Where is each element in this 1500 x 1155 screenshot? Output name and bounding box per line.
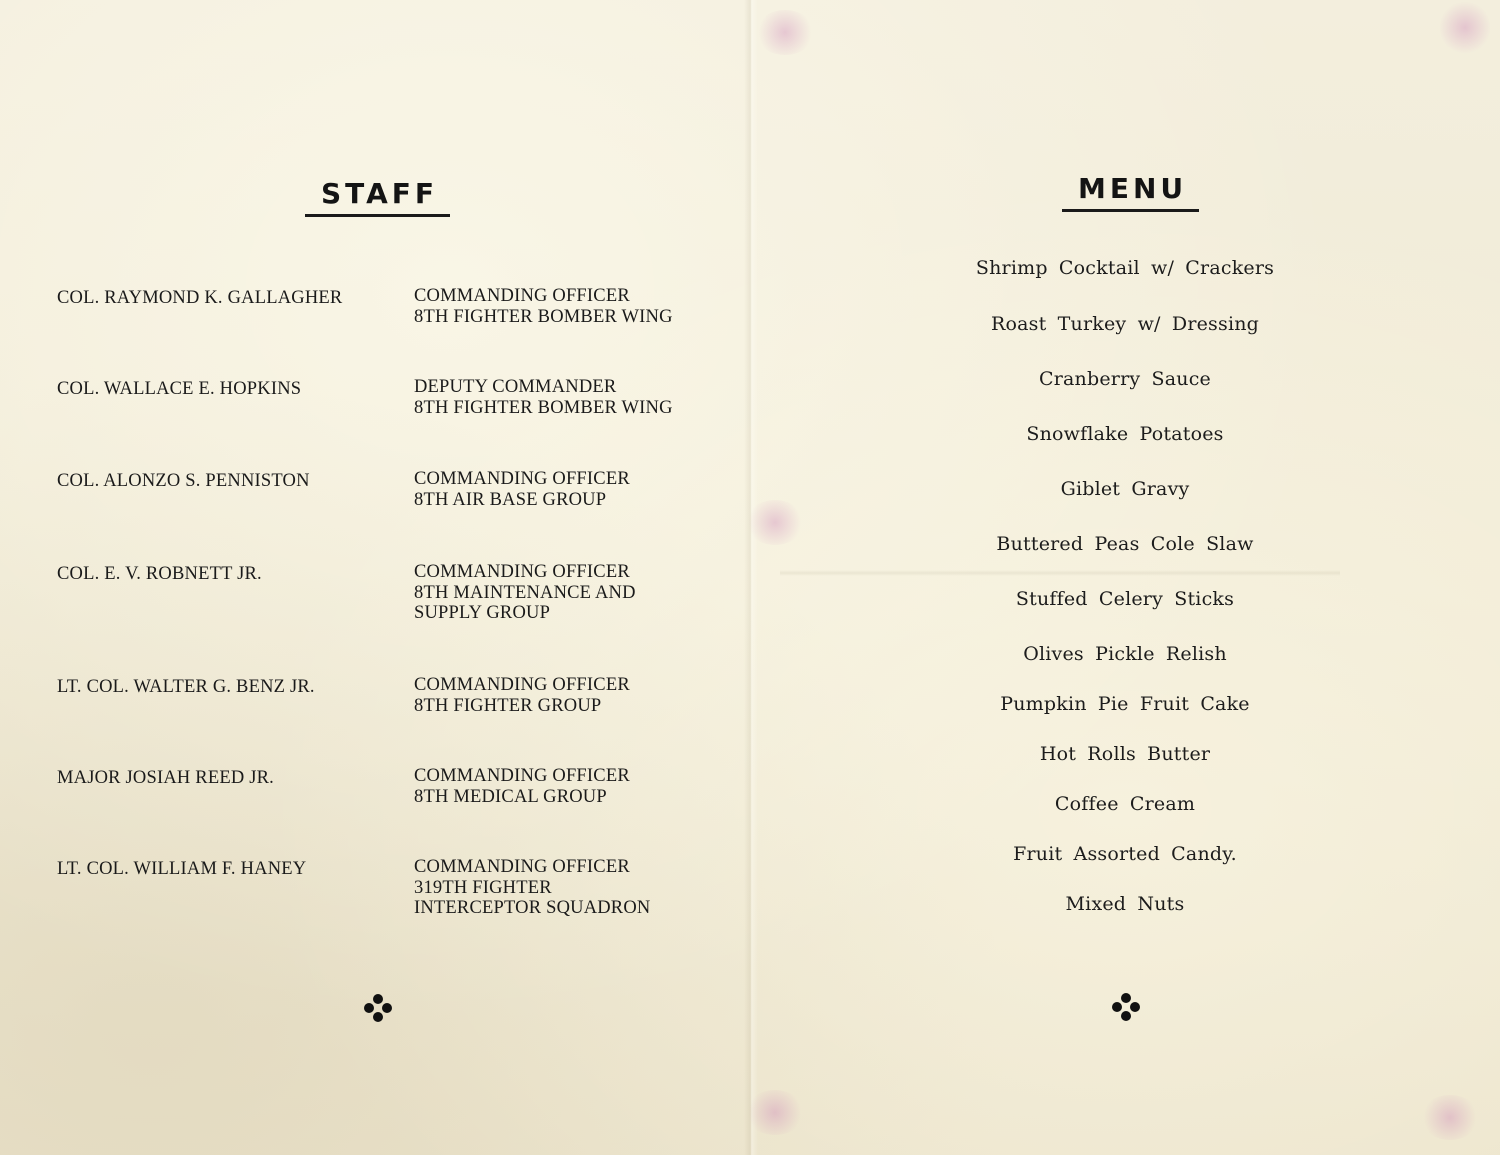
- staff-title: [414, 766, 630, 807]
- menu-item: Roast Turkey w/ Dressing: [990, 313, 1260, 335]
- staff-title: [414, 857, 650, 919]
- staff-title-line: 8TH MEDICAL GROUP: [414, 786, 607, 807]
- menu-item: Buttered Peas Cole Slaw: [996, 533, 1254, 555]
- staff-title-line: COMMANDING OFFICER: [414, 675, 630, 695]
- staff-title: [414, 675, 630, 716]
- staff-title-line: DEPUTY COMMANDER: [414, 377, 617, 397]
- menu-item: Pumpkin Pie Fruit Cake: [1000, 693, 1250, 715]
- staff-title-line: SUPPLY GROUP: [414, 603, 551, 623]
- ink-stain: [1420, 1095, 1480, 1140]
- ink-stain: [1440, 0, 1490, 55]
- staff-name: MAJOR JOSIAH REED JR.: [57, 768, 274, 788]
- center-fold: [744, 0, 758, 1155]
- staff-name: COL. ALONZO S. PENNISTON: [57, 471, 310, 491]
- menu-item: Olives Pickle Relish: [1023, 643, 1227, 665]
- staff-title-line: 8TH FIGHTER GROUP: [414, 695, 602, 716]
- menu-item: Stuffed Celery Sticks: [1015, 588, 1235, 610]
- staff-title-line: 8TH FIGHTER BOMBER WING: [414, 397, 673, 418]
- menu-item: Hot Rolls Butter: [1039, 743, 1211, 765]
- menu-item: Cranberry Sauce: [1039, 368, 1211, 390]
- staff-name: COL. WALLACE E. HOPKINS: [57, 379, 302, 399]
- staff-title: [414, 562, 636, 624]
- staff-title-line: 319TH FIGHTER: [414, 877, 552, 898]
- staff-name: COL. E. V. ROBNETT JR.: [57, 564, 262, 584]
- paper-crease: [780, 570, 1340, 576]
- staff-title-line: COMMANDING OFFICER: [414, 286, 630, 306]
- staff-name: LT. COL. WILLIAM F. HANEY: [57, 859, 307, 879]
- staff-title-line: COMMANDING OFFICER: [414, 469, 630, 489]
- menu-item: Mixed Nuts: [1065, 893, 1185, 915]
- menu-item: Fruit Assorted Candy.: [1013, 843, 1237, 865]
- staff-title-line: COMMANDING OFFICER: [414, 766, 630, 786]
- staff-title-line: 8TH AIR BASE GROUP: [414, 489, 607, 510]
- menu-item: Snowflake Potatoes: [1026, 423, 1224, 445]
- staff-heading: STAFF: [305, 177, 450, 217]
- menu-heading: MENU: [1062, 172, 1199, 212]
- staff-name: LT. COL. WALTER G. BENZ JR.: [57, 677, 315, 697]
- quatrefoil-ornament-icon: [1112, 993, 1140, 1021]
- staff-title-line: COMMANDING OFFICER: [414, 562, 630, 582]
- staff-title-line: 8TH MAINTENANCE AND: [414, 582, 636, 603]
- ink-stain: [755, 10, 815, 55]
- staff-title: [414, 469, 630, 510]
- menu-item: Shrimp Cocktail w/ Crackers: [975, 257, 1275, 279]
- staff-title-line: 8TH FIGHTER BOMBER WING: [414, 306, 673, 327]
- quatrefoil-ornament-icon: [364, 994, 392, 1022]
- staff-title: [414, 286, 673, 327]
- ink-stain: [745, 1090, 805, 1135]
- menu-item: Giblet Gravy: [1060, 478, 1190, 500]
- staff-title-line: INTERCEPTOR SQUADRON: [414, 898, 651, 918]
- staff-title: [414, 377, 673, 418]
- staff-name: COL. RAYMOND K. GALLAGHER: [57, 288, 343, 308]
- menu-item: Coffee Cream: [1054, 793, 1196, 815]
- staff-title-line: COMMANDING OFFICER: [414, 857, 630, 877]
- ink-stain: [745, 500, 805, 545]
